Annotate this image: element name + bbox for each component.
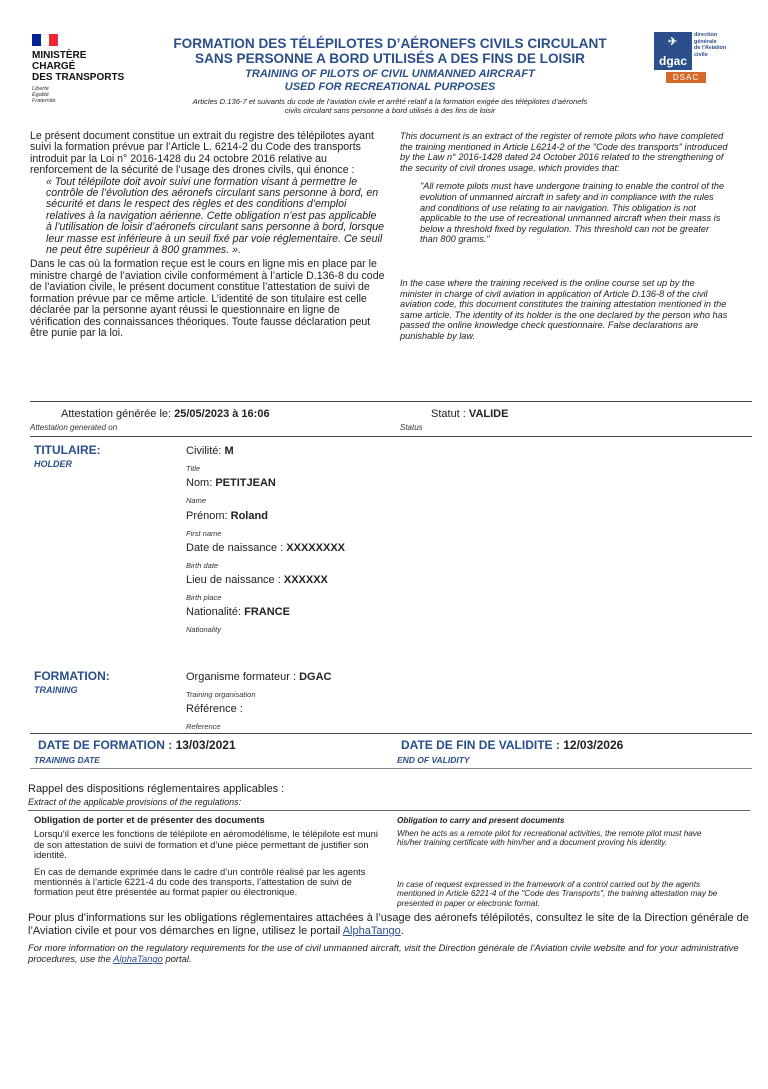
title-fr-line-2: SANS PERSONNE A BORD UTILISÉS A DES FINS DE LOISIR: [195, 51, 585, 66]
regulations-en-paragraph-1: When he acts as a remote pilot for recreational activities, the remote pilot must have his/her training certificate with him/her and a document proving his identity.: [397, 828, 702, 848]
legal-reference-1: Articles D.136-7 et suivants du code de l’aviation civile et arrêté relatif à la formation exigée des télépilotes d’aéronefs: [192, 97, 588, 106]
plane-icon: ✈: [668, 36, 678, 48]
divider-dates: [30, 733, 752, 734]
legal-reference-2: civils circulant sans personne à bord utilisés à des fins de loisir: [284, 106, 496, 115]
divider-regulations: [30, 768, 752, 769]
title-fr-line-1: FORMATION DES TÉLÉPILOTES D’AÉRONEFS CIVILS CIRCULANT: [173, 36, 607, 51]
regulations-fr-paragraph-1: Lorsqu’il exerce les fonctions de télépilote en aéromodélisme, le télépilote est muni de son attestation de suivi de formation et d’une pièce permettant de justifier son identité.: [34, 828, 378, 861]
holder-first-name-en: First name: [186, 529, 222, 538]
validity-end-date-en: END OF VALIDITY: [397, 755, 470, 765]
dgac-logo-caption: direction générale de l'Aviation civile: [694, 32, 727, 58]
training-date: DATE DE FORMATION : 13/03/2021: [38, 738, 236, 752]
regulations-fr-heading: Obligation de porter et de présenter des documents: [34, 814, 265, 825]
dsac-label: DSAC: [666, 72, 706, 83]
status: Statut : VALIDE: [431, 408, 509, 420]
holder-civility: Civilité: M: [186, 445, 234, 457]
training-title: FORMATION:: [34, 669, 110, 683]
ministry-name-3: DES TRANSPORTS: [32, 72, 125, 83]
holder-birth-date-en: Birth date: [186, 561, 219, 570]
training-organisation: Organisme formateur : DGAC: [186, 671, 332, 683]
french-flag-icon: [32, 34, 58, 46]
alphatango-link-fr[interactable]: AlphaTango: [342, 925, 401, 937]
training-title-en: TRAINING: [34, 685, 78, 695]
divider-top: [30, 401, 752, 402]
ministry-name-2: CHARGÉ: [32, 61, 76, 72]
more-info-en: For more information on the regulatory requirements for the use of civil unmanned aircraft, visit the Direction générale de l’Aviation civile website and for your administrative procedures, use the AlphaTango portal.: [28, 942, 739, 964]
regulations-fr-paragraph-2: En cas de demande exprimée dans le cadre d’un contrôle réalisé par les agents mentionnés à l’article 6221-4 du code des transports, l’attestation de suivi de formation peut être présentée au format papier ou électronique.: [34, 865, 366, 898]
dgac-logo: [654, 32, 744, 84]
holder-birth-place: Lieu de naissance : XXXXXX: [186, 574, 328, 586]
intro-en: [400, 131, 728, 342]
validity-end-date: DATE DE FIN DE VALIDITE : 12/03/2026: [401, 738, 624, 752]
holder-birth-date: Date de naissance : XXXXXXXX: [186, 542, 345, 554]
more-info-fr: Pour plus d’informations sur les obligations réglementaires attachées à l’usage des aéronefs télépilotés, consultez le site de la Direction générale de l’Aviation civile et pour vos démarches en ligne, utilisez le portail AlphaTango.: [28, 912, 749, 937]
holder-nationality-en: Nationality: [186, 625, 222, 634]
intro-en-paragraph-2: In the case where the training received is the online course set up by the minister in charge of civil aviation in application of Article D.136-8 of the civil aviation code, this document constitutes the training attestation mentioned in the same article. The identity of its holder is the one declared by the person who has passed the online knowledge check questionnaire. False declarations are punishable by law.: [400, 277, 728, 341]
intro-fr: [30, 131, 385, 339]
status-en: Status: [400, 423, 423, 432]
regulations-en-heading: Obligation to carry and present documents: [397, 816, 565, 825]
title-en-line-1: TRAINING OF PILOTS OF CIVIL UNMANNED AIRCRAFT: [245, 68, 535, 80]
document-title: [140, 36, 640, 115]
holder-title-en: HOLDER: [34, 459, 72, 469]
holder-name-en: Name: [186, 496, 207, 505]
dgac-logo-box: ✈ dgac: [654, 32, 692, 70]
regulations-title-en: Extract of the applicable provisions of the regulations:: [28, 797, 242, 807]
generated-on: Attestation générée le: 25/05/2023 à 16:06: [61, 408, 270, 420]
ministry-name-1: MINISTÈRE: [32, 50, 87, 61]
training-reference: Référence :: [186, 703, 243, 715]
holder-birth-place-en: Birth place: [186, 593, 222, 602]
generated-on-en: Attestation generated on: [30, 423, 118, 432]
holder-title: TITULAIRE:: [34, 443, 101, 457]
holder-name: Nom: PETITJEAN: [186, 477, 276, 489]
regulations-fr: [34, 815, 384, 904]
holder-nationality: Nationalité: FRANCE: [186, 606, 290, 618]
intro-fr-paragraph-2: Dans le cas où la formation reçue est le cours en ligne mis en place par le ministre chargé de l’aviation civile conformément à l’article D.136-8 du code de l’aviation civile, le présent document constitue l’attestation de suivi de formation prévue par ce même article. L’identité de son titulaire est celle déclarée par la personne ayant réussi le questionnaire en ligne de vérification des connaissances théoriques. Toute fausse déclaration peut être punie par la loi.: [30, 258, 385, 339]
intro-en-paragraph-1: This document is an extract of the register of remote pilots who have completed the training mentioned in Article L6214-2 of the "Code des transports" introduced by the Law n° 2016-1428 dated 24 October 2016 related to the strengthening of the security of civil drones usage, which provides that:: [400, 131, 728, 173]
holder-first-name: Prénom: Roland: [186, 510, 268, 522]
intro-en-quote: "All remote pilots must have undergone training to enable the control of the evolution of unmanned aircraft in safety and in compliance with the rules and conditions of use relating to air navigation. This obligation is not applicable to the use of recreational unmanned aircraft when their mass is below a threshold fixed by regulation. This threshold can not be greater than 800 grams.": [420, 181, 725, 245]
training-reference-en: Reference: [186, 722, 221, 731]
intro-fr-quote: « Tout télépilote doit avoir suivi une formation visant à permettre le contrôle de l’évolution des aéronefs circulant sans personne à bord, en sécurité et dans le respect des règles et des conditions d’emploi relatives à la navigation aérienne. Cette obligation n’est pas applicable à l’utilisation de loisir d’aéronefs circulant sans personne à bord, lorsque leur masse est inférieure à un seuil fixé par voie réglementaire. Ce seuil ne peut être supérieur à 800 grammes. ».: [46, 175, 385, 257]
title-en-line-2: USED FOR RECREATIONAL PURPOSES: [284, 81, 496, 93]
regulations-en-paragraph-2: In case of request expressed in the framework of a control carried out by the agents mentioned in Article 6221-4 of the "Code des Transports", the training attestation may be presented in paper or electronic format.: [397, 879, 718, 908]
divider-holder: [30, 436, 752, 437]
training-organisation-en: Training organisation: [186, 690, 256, 699]
regulations-title: Rappel des dispositions réglementaires applicables :: [28, 783, 285, 795]
training-date-en: TRAINING DATE: [34, 755, 100, 765]
ministry-logo: [32, 34, 142, 104]
intro-fr-paragraph-1: Le présent document constitue un extrait du registre des télépilotes ayant suivi la formation prévue par l’Article L. 6214-2 du Code des transports introduit par la Loi n° 2016-1428 du 24 octobre 2016 relative au renforcement de la sécurité de l’usage des drones civils, qui énonce :: [30, 130, 374, 177]
alphatango-link-en[interactable]: AlphaTango: [113, 953, 163, 964]
holder-civility-en: Title: [186, 464, 201, 473]
motto: Liberté Égalité Fraternité: [32, 86, 56, 104]
